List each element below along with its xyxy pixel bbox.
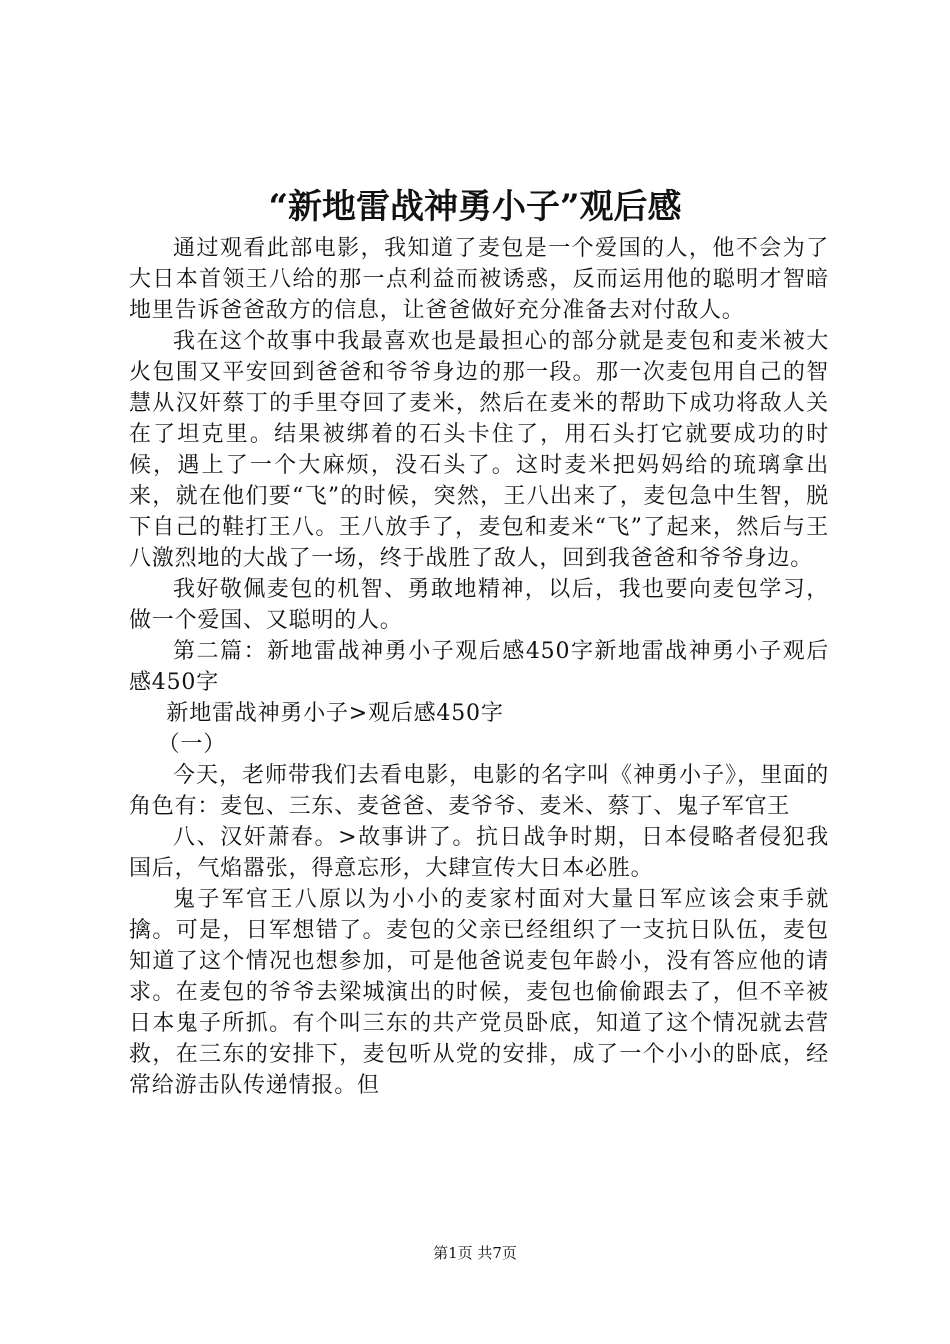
- paragraph: 八、汉奸萧春。>故事讲了。抗日战争时期，日本侵略者侵犯我国后，气焰嚣张，得意忘形，大肆宣传大日本必胜。: [129, 825, 829, 881]
- paragraph: 鬼子军官王八原以为小小的麦家村面对大量日军应该会束手就擒。可是，日军想错了。麦包的父亲已经组织了一支抗日队伍，麦包知道了这个情况也想参加，可是他爸说麦包年龄小，没有答应他的请求。在麦包的爷爷去梁城演出的时候，麦包也偷偷跟去了，但不辛被日本鬼子所抓。有个叫三东的共产党员卧底，知道了这个情况就去营救，在三东的安排下，麦包听从党的安排，成了一个小小的卧底，经常给游击队传递情报。但: [129, 887, 829, 1098]
- paragraph: 今天，老师带我们去看电影，电影的名字叫《神勇小子》，里面的角色有：麦包、三东、麦爸爸、麦爷爷、麦米、蔡丁、鬼子军官王: [129, 763, 829, 819]
- part-number: （一）: [157, 732, 226, 757]
- paragraph: 通过观看此部电影，我知道了麦包是一个爱国的人，他不会为了大日本首领王八给的那一点利益而被诱惑，反而运用他的聪明才智暗地里告诉爸爸敌方的信息，让爸爸做好充分准备去对付敌人。: [129, 236, 829, 323]
- paragraph: 我在这个故事中我最喜欢也是最担心的部分就是麦包和麦米被大火包围又平安回到爸爸和爷爷身边的那一段。那一次麦包用自己的智慧从汉奸蔡丁的手里夺回了麦米，然后在麦米的帮助下成功将敌人关在了坦克里。结果被绑着的石头卡住了，用石头打它就要成功的时候，遇上了一个大麻烦，没石头了。这时麦米把妈妈给的琉璃拿出来，就在他们要“飞”的时候，突然，王八出来了，麦包急中生智，脱下自己的鞋打王八。王八放手了，麦包和麦米“飞”了起来，然后与王八激烈地的大战了一场，终于战胜了敌人，回到我爸爸和爷爷身边。: [129, 329, 829, 571]
- subheading: 新地雷战神勇小子>观后感450字: [166, 701, 504, 726]
- document-title: “新地雷战神勇小子”观后感: [268, 187, 682, 227]
- page-number-footer: 第1页 共7页: [433, 1244, 517, 1262]
- paragraph: 我好敬佩麦包的机智、勇敢地精神，以后，我也要向麦包学习，做一个爱国、又聪明的人。: [129, 577, 829, 633]
- section-heading: 第二篇：新地雷战神勇小子观后感450字新地雷战神勇小子观后感450字: [129, 639, 829, 695]
- document-body: [129, 233, 829, 1101]
